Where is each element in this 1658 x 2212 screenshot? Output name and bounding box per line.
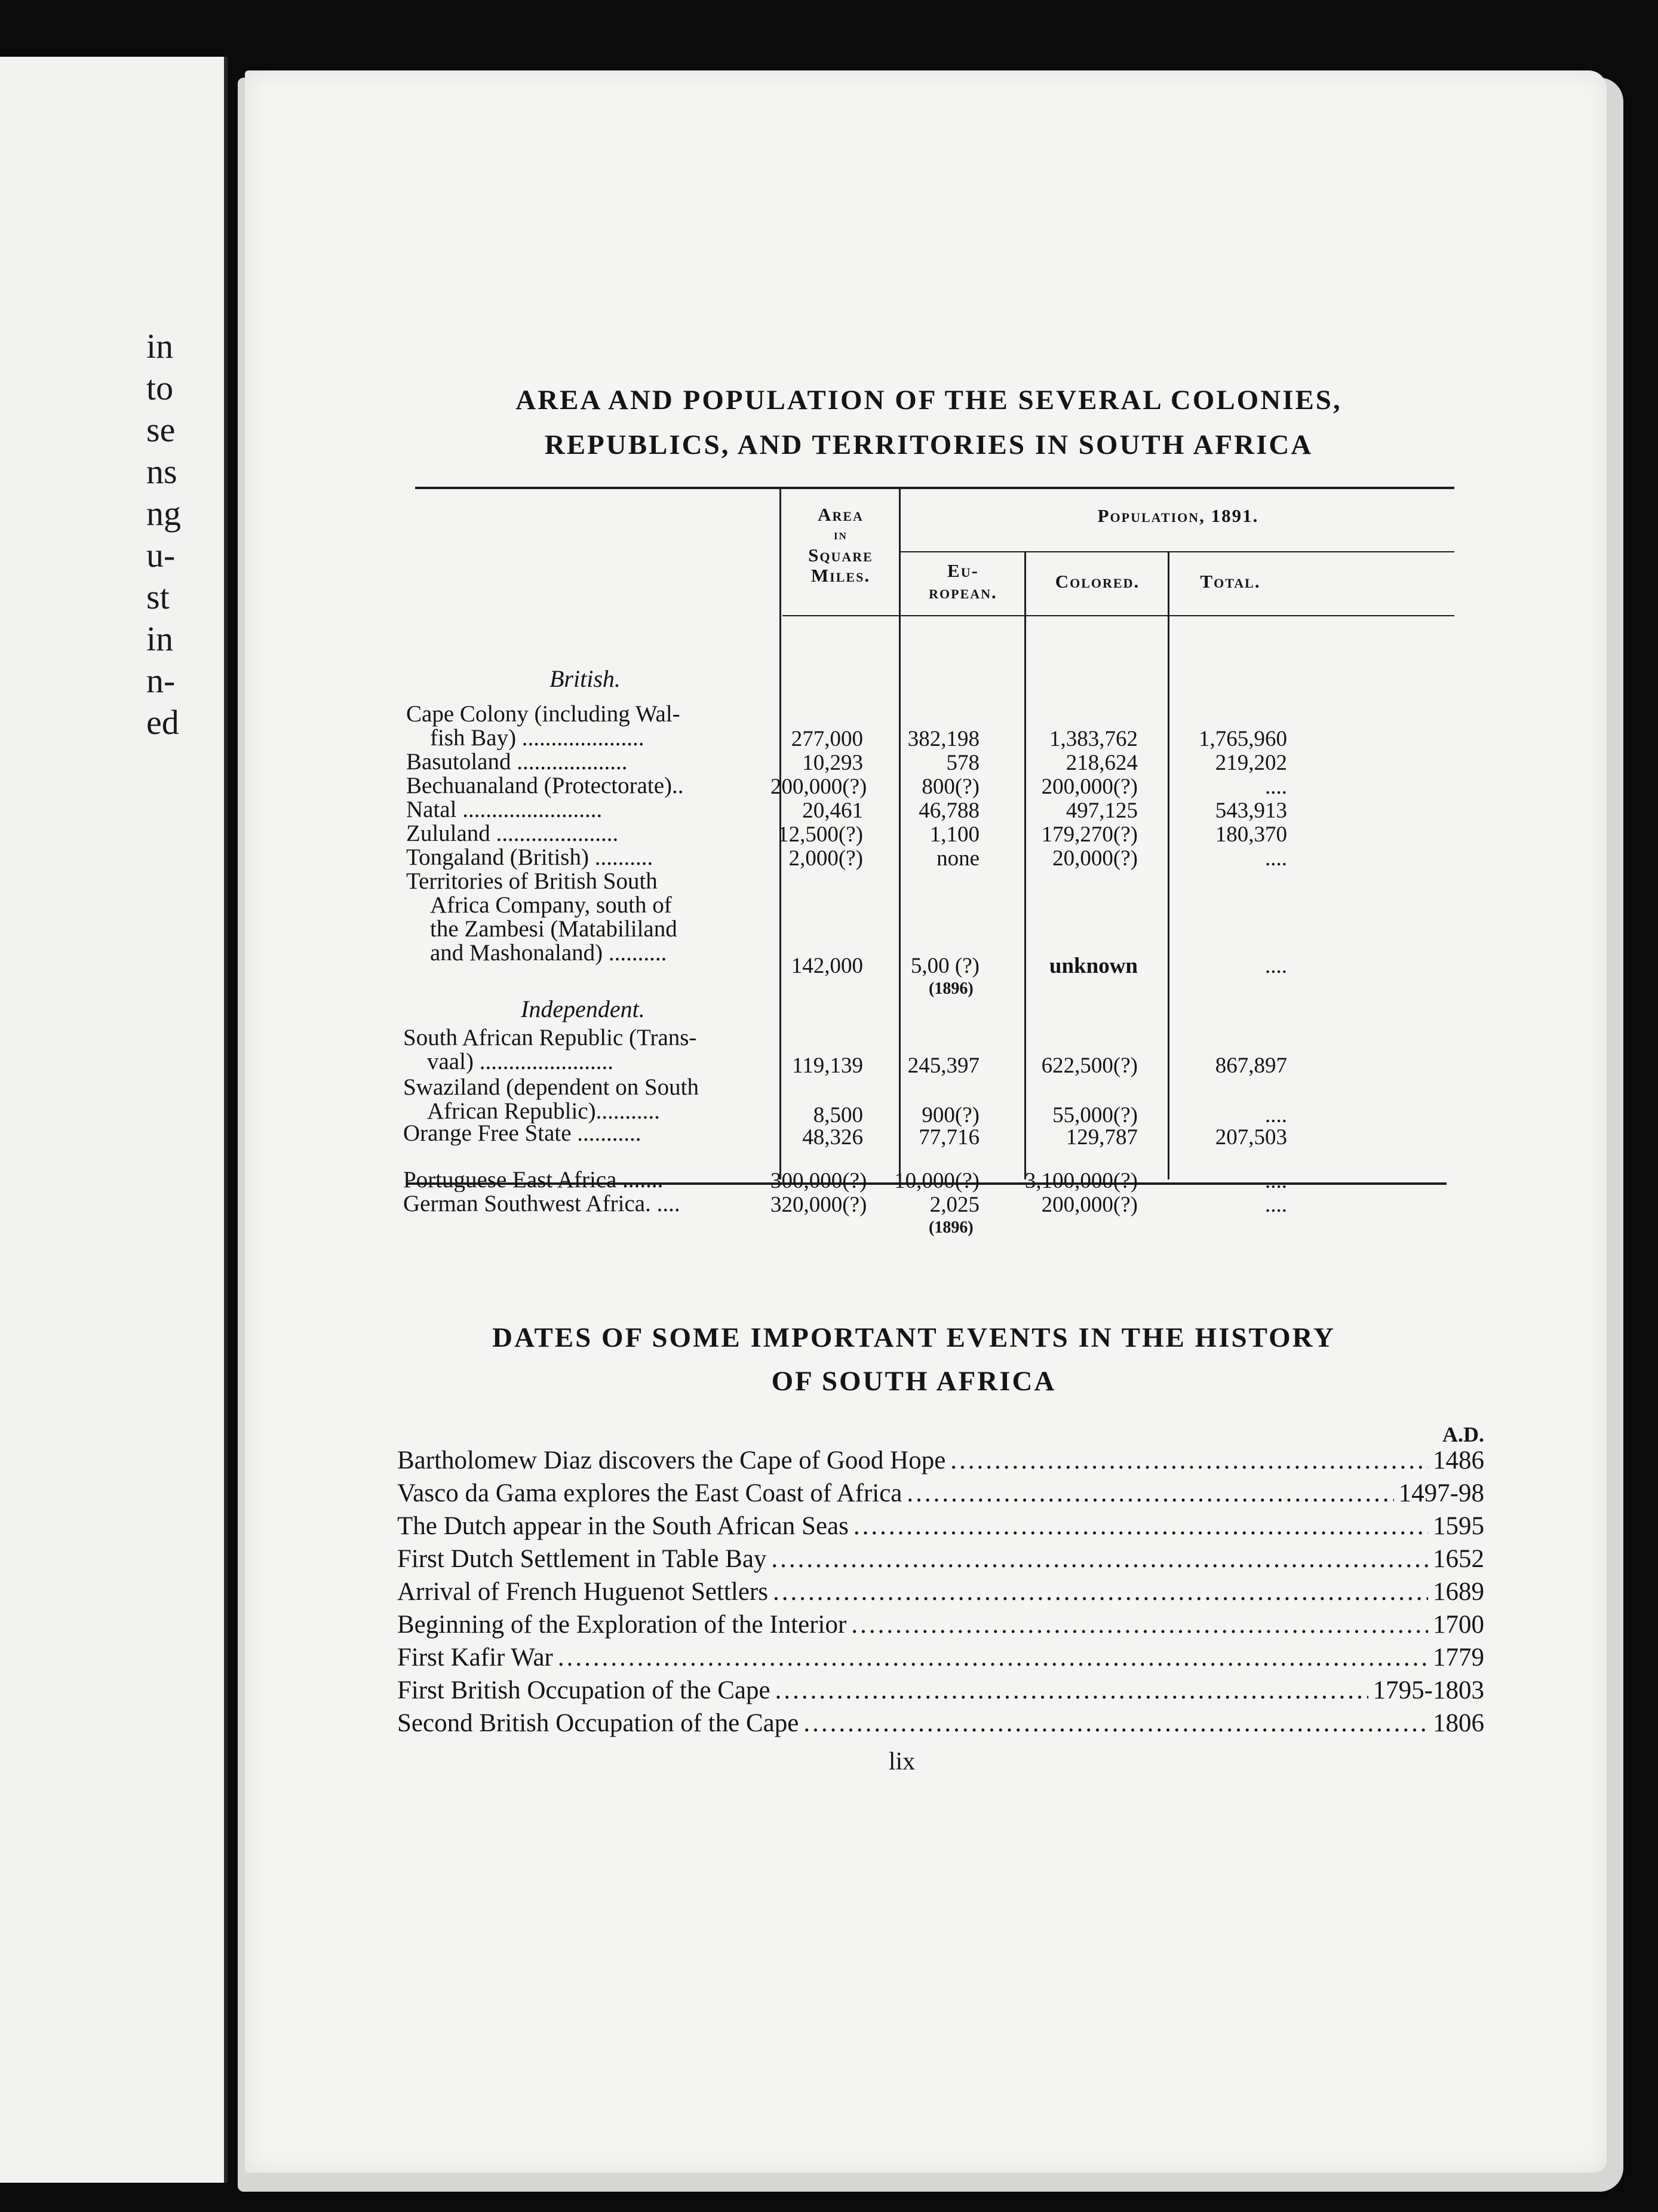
row-name-line: African Republic)...........: [427, 1098, 660, 1123]
cell-colored: 200,000(?): [1041, 775, 1138, 799]
row-name: Portuguese East Africa .......: [403, 1168, 664, 1192]
event-name: Beginning of the Exploration of the Interior: [397, 1611, 847, 1639]
cell-total: ....: [1265, 775, 1287, 799]
row-name-line: South African Republic (Trans-: [403, 1026, 697, 1050]
table-title-line-2: REPUBLICS, AND TERRITORIES IN SOUTH AFRICA: [544, 429, 1313, 460]
event-year: 1806: [1433, 1709, 1484, 1737]
event-year: 1689: [1433, 1578, 1484, 1606]
row-name-line: and Mashonaland) ..........: [430, 940, 667, 965]
left-page: [0, 57, 228, 2183]
event-name: Bartholomew Diaz discovers the Cape of Good Hope: [397, 1446, 946, 1474]
cell-european: 2,025: [929, 1193, 980, 1217]
cell-colored: 622,500(?): [1041, 1053, 1138, 1078]
leader-dots: [773, 1577, 1428, 1606]
cell-european: 800(?): [922, 775, 980, 799]
population-header: Population, 1891.: [1097, 505, 1259, 526]
cell-total: 543,913: [1215, 798, 1287, 823]
cell-european: 578: [946, 751, 980, 775]
cell-total: 1,765,960: [1199, 727, 1287, 751]
margin-fragment: se: [146, 410, 176, 449]
cell-european: 245,397: [907, 1053, 980, 1078]
margin-fragment: in: [146, 619, 174, 658]
row-name: Basutoland ...................: [406, 750, 628, 774]
cell-total: ....: [1265, 1193, 1287, 1217]
event-year: 1486: [1433, 1446, 1484, 1474]
leader-dots: [853, 1511, 1428, 1541]
area-header-line: Miles.: [810, 565, 871, 586]
event-row: [397, 1643, 1484, 1672]
cell-total: 180,370: [1215, 822, 1287, 847]
cell-european: 900(?): [922, 1103, 980, 1127]
event-year: 1700: [1433, 1611, 1484, 1639]
event-row: [397, 1479, 1484, 1508]
cell-total: ....: [1265, 954, 1287, 978]
row-name-line: fish Bay) .....................: [430, 725, 644, 750]
european-header-line: ropean.: [929, 582, 997, 603]
cell-european: 46,788: [919, 798, 980, 823]
cell-area: 142,000: [791, 954, 863, 978]
margin-fragment: to: [146, 368, 174, 407]
margin-fragment: ng: [146, 494, 181, 533]
event-row: [397, 1676, 1484, 1705]
table-top-rule: [415, 487, 1454, 489]
cell-colored: unknown: [1049, 954, 1138, 978]
cell-colored: 3,100,000(?): [1024, 1169, 1138, 1193]
area-header-line: Area: [818, 504, 864, 525]
event-name: First Dutch Settlement in Table Bay: [397, 1545, 767, 1573]
european-column-header: [902, 560, 1024, 603]
section-heading-independent: Independent.: [521, 996, 645, 1022]
cell-total: ....: [1265, 846, 1287, 871]
area-header-line: in: [834, 527, 848, 543]
leader-dots: [851, 1610, 1428, 1639]
event-name: Second British Occupation of the Cape: [397, 1709, 799, 1737]
row-name: Bechuanaland (Protectorate)..: [406, 774, 684, 798]
total-column-header: Total.: [1200, 571, 1261, 592]
event-name: First British Occupation of the Cape: [397, 1676, 770, 1704]
row-name: [403, 1026, 762, 1074]
european-header-line: Eu-: [947, 560, 979, 581]
event-name: Vasco da Gama explores the East Coast of Africa: [397, 1479, 902, 1507]
leader-dots: [775, 1676, 1368, 1705]
cell-area: 277,000: [791, 727, 863, 751]
event-year: 1795-1803: [1373, 1676, 1484, 1704]
cell-colored: 200,000(?): [1041, 1193, 1138, 1217]
cell-colored: 129,787: [1066, 1125, 1138, 1150]
row-name-line: Cape Colony (including Wal-: [406, 702, 680, 727]
cell-area: 320,000(?): [770, 1193, 867, 1217]
margin-fragment: in: [146, 327, 174, 365]
row-name-line: Swaziland (dependent on South: [403, 1076, 699, 1100]
events-title-line-2: OF SOUTH AFRICA: [771, 1366, 1057, 1397]
cell-total: ....: [1265, 1169, 1287, 1193]
left-page-margin-text: [146, 325, 224, 744]
cell-area: 48,326: [802, 1125, 863, 1150]
cell-area: 200,000(?): [770, 775, 867, 799]
cell-area: 20,461: [802, 798, 863, 823]
cell-european: 1,100: [929, 822, 980, 847]
events-year-header: A.D.: [1442, 1423, 1484, 1446]
row-name: German Southwest Africa. ....: [403, 1192, 680, 1216]
row-name-line: Territories of British South: [406, 870, 658, 894]
cell-area: 8,500: [813, 1103, 863, 1127]
cell-area: 2,000(?): [788, 846, 863, 871]
leader-dots: [558, 1643, 1428, 1672]
cell-european: 5,00 (?): [910, 954, 980, 978]
cell-total: 867,897: [1215, 1053, 1287, 1078]
event-row: [397, 1544, 1484, 1574]
event-name: First Kafir War: [397, 1643, 553, 1672]
row-name-line: the Zambesi (Matabililand: [430, 916, 677, 942]
event-row: [397, 1511, 1484, 1541]
cell-total: 207,503: [1215, 1125, 1287, 1150]
row-name: [406, 702, 764, 750]
row-name: Orange Free State ...........: [403, 1122, 641, 1145]
event-row: [397, 1446, 1484, 1475]
event-row: [397, 1577, 1484, 1606]
leader-dots: [803, 1709, 1428, 1738]
cell-colored: 1,383,762: [1049, 727, 1138, 751]
cell-european-note: (1896): [929, 1218, 974, 1237]
event-name: The Dutch appear in the South African Seas: [397, 1512, 849, 1540]
row-name: Natal ........................: [406, 798, 603, 822]
cell-colored: 218,624: [1066, 751, 1138, 775]
cell-colored: 55,000(?): [1052, 1103, 1138, 1127]
leader-dots: [771, 1544, 1428, 1574]
event-year: 1595: [1433, 1512, 1484, 1540]
cell-total: ....: [1265, 1103, 1287, 1127]
row-name: Zululand .....................: [406, 822, 619, 846]
cell-colored: 497,125: [1066, 798, 1138, 823]
row-name-line: vaal) .......................: [427, 1049, 613, 1074]
cell-total: 219,202: [1215, 751, 1287, 775]
events-title-line-1: DATES OF SOME IMPORTANT EVENTS IN THE HISTORY: [492, 1322, 1335, 1353]
margin-fragment: ns: [146, 452, 177, 491]
cell-area: 10,293: [802, 751, 863, 775]
colored-column-header: Colored.: [1055, 571, 1140, 592]
row-name: [406, 870, 764, 965]
margin-fragment: st: [146, 577, 170, 616]
cell-colored: 179,270(?): [1041, 822, 1138, 847]
leader-dots: [950, 1446, 1428, 1475]
margin-fragment: u-: [146, 536, 176, 574]
cell-area: 119,139: [792, 1053, 863, 1078]
margin-fragment: n-: [146, 661, 176, 700]
margin-fragment: ed: [146, 703, 179, 742]
event-year: 1779: [1433, 1643, 1484, 1672]
row-name: Tongaland (British) ..........: [406, 846, 653, 870]
cell-area: 300,000(?): [770, 1169, 867, 1193]
leader-dots: [907, 1479, 1393, 1508]
cell-european: 77,716: [919, 1125, 980, 1150]
event-row: [397, 1610, 1484, 1639]
section-heading-british: British.: [549, 665, 621, 692]
population-header-rule: [901, 551, 1454, 552]
cell-area: 12,500(?): [778, 822, 863, 847]
event-name: Arrival of French Huguenot Settlers: [397, 1578, 768, 1606]
document-page: [245, 70, 1607, 2173]
cell-european-note: (1896): [929, 979, 974, 998]
cell-european: 10,000(?): [894, 1169, 980, 1193]
area-header-line: Square: [808, 545, 873, 566]
event-year: 1652: [1433, 1545, 1484, 1573]
area-column-header: [782, 505, 899, 586]
event-year: 1497-98: [1398, 1479, 1484, 1507]
column-header-rule: [782, 615, 1454, 616]
cell-european: none: [937, 846, 980, 871]
cell-colored: 20,000(?): [1052, 846, 1138, 871]
row-name: [403, 1076, 762, 1123]
event-row: [397, 1709, 1484, 1738]
row-name-line: Africa Company, south of: [430, 892, 672, 918]
table-title-line-1: AREA AND POPULATION OF THE SEVERAL COLONIES,: [515, 385, 1342, 416]
page-number: lix: [888, 1748, 916, 1775]
cell-european: 382,198: [907, 727, 980, 751]
